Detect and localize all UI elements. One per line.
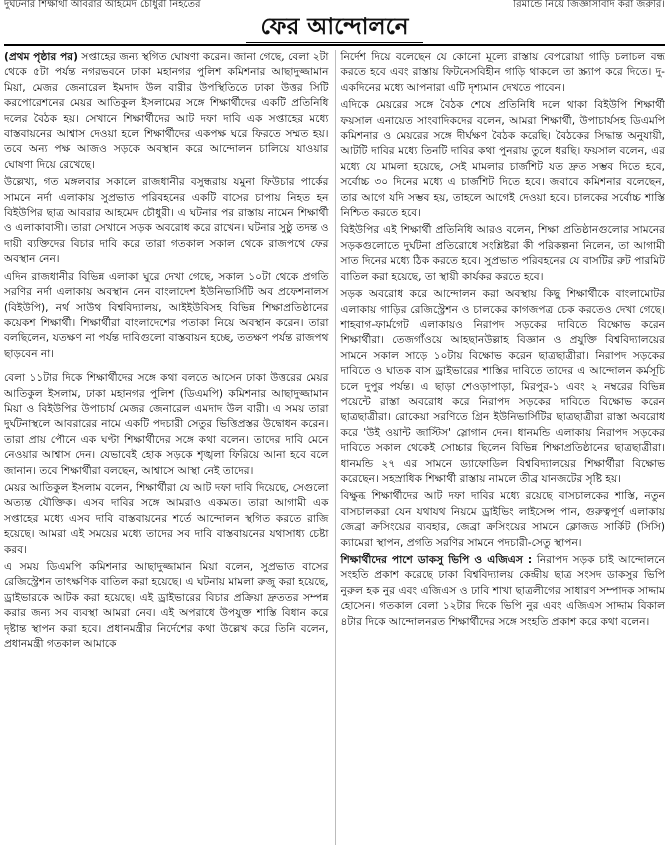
paragraph-12-text: নিরাপদ সড়ক চাই আন্দোলনে সংহতি প্রকাশ করেছে ঢাকা বিশ্ববিদ্যালয় কেন্দ্রীয় ছাত্র সংসদ ডাকসুর ভিপি নুরুল হক নুর এবং এজিএস ও ঢাবি শাখা ছাত্রলীগের সাধারণ সম্পাদক সাদ্দাম হোসেন। গতকাল বেলা ১২টার দিকে ভিপি নুর এবং এজিএস সাদ্দাম বিকাল ৪টার দিকে আন্দোলনরত শিক্ষার্থীদের সঙ্গে সংহতি প্রকাশ করে কথা বলেন।: [340, 554, 665, 628]
left-column: [4, 50, 329, 845]
paragraph-10: সড়ক অবরোধ করে আন্দোলন করা অবস্থায় কিছু শিক্ষার্থীকে বাংলামোটর এলাকায় গাড়ির রেজিস্ট্রেশন ও চালকের কাগজপত্র চেক করতেও দেখা গেছে। শাহবাগ-ফার্মগেট এলাকায়ও নিরাপদ সড়কের দাবিতে বিক্ষোভ করেন শিক্ষার্থীরা। তেজগাঁওয়ে আহছানউল্লাহ বিজ্ঞান ও প্রযুক্তি বিশ্ববিদ্যালয়ের সামনে সকাল সাড়ে ১০টায় বিক্ষোভ করেন ছাত্রছাত্রীরা। নিরাপদ সড়কের দাবিতে ও ঘাতক বাস ড্রাইভারের শাস্তির দাবিতে তাদের এ আন্দোলন কর্মসূচি চলে দুপুর পর্যন্ত। এ ছাড়া শেওড়াপাড়া, মিরপুর-১ এবং ২ নম্বরের বিভিন্ন পয়েন্টে রাস্তা অবরোধ করে নিরাপদ সড়কের দাবিতে বিক্ষোভ করেন ছাত্রছাত্রীরা। রোকেয়া সরণিতে গ্রিন ইউনিভার্সিটির ছাত্রছাত্রীরা রাস্তা অবরোধ করে 'উই ওয়ান্ট জাস্টিস' স্লোগান দেন। ধানমন্ডি এলাকায় নিরাপদ সড়কের দাবিতে সকাল থেকেই সোচ্চার ছিলেন বিভিন্ন শিক্ষাপ্রতিষ্ঠানের ছাত্রছাত্রীরা। ধানমন্ডি ২৭ এর সামনে ড্যাফোডিল বিশ্ববিদ্যালয়ের শিক্ষার্থীরা বিক্ষোভ করেছেন। সহস্রাধিক শিক্ষার্থী রাস্তায় নামলে তীব্র যানজটের সৃষ্টি হয়।: [340, 288, 665, 485]
paragraph-5: মেয়র আতিকুল ইসলাম বলেন, শিক্ষার্থীরা যে আট দফা দাবি দিয়েছে, সেগুলো অত্যন্ত যৌক্তিক। এসব দাবির সঙ্গে আমরাও একমত। তারা আগামী এক সপ্তাহের মধ্যে এসব দাবি বাস্তবায়নের শর্তে আন্দোলন স্থগিত করতে রাজি হয়েছে। আমরা এই সময়ের মধ্যে তাদের সব দাবি বাস্তবায়নের যথাসাধ্য চেষ্টা করব।: [4, 481, 329, 556]
paragraph-7: নির্দেশ দিয়ে বলেছেন যে কোনো মূল্যে রাস্তায় বেপরোয়া গাড়ি চলাচল বন্ধ করতে হবে এবং রাস্তায় ফিটনেসবিহীন গাড়ি থাকলে তা স্ক্র্যাপ করে দিতে। দু-একদিনের মধ্যে আপনারা এটি দৃশ্যমান দেখতে পাবেন।: [340, 51, 665, 94]
article-columns: [4, 50, 665, 845]
paragraph-1: [4, 50, 329, 173]
paragraph-9: বিইউপির এই শিক্ষার্থী প্রতিনিধি আরও বলেন, শিক্ষা প্রতিষ্ঠানগুলোর সামনের সড়কগুলোতে দুর্ঘটনা প্রতিরোধে সংশ্লিষ্টরা কী পরিকল্পনা নিলেন, তা আগামী সাত দিনের মধ্যে ঠিক করতে হবে। সুপ্রভাত পরিবহনের যে বাসটির রুট পারমিট বাতিল করা হয়েছে, তা স্থায়ী কার্যকর করতে হবে।: [340, 224, 665, 283]
paragraph-6: এ সময় ডিএমপি কমিশনার আছাদুজ্জামান মিয়া বলেন, সুপ্রভাত বাসের রেজিস্ট্রেশন তাৎক্ষণিক বাতিল করা হয়েছে। এ ঘটনায় মামলা রুজু করা হয়েছে, ড্রাইভারকে আটক করা হয়েছে। এই ড্রাইভারের বিচার প্রক্রিয়া দ্রুততর সম্পন্ন করার জন্য সব ব্যবস্থা আমরা নেব। এই অপরাধে উপযুক্ত শাস্তি বিধান করে দৃষ্টান্ত স্থাপন করা হবে। প্রধানমন্ত্রীর নির্দেশের কথা উল্লেখ করে তিনি বলেন, প্রধানমন্ত্রী গতকাল আমাকে: [4, 561, 329, 651]
paragraph-gap: [4, 364, 329, 371]
top-strip-left: দুর্ঘটনার শিক্ষার্থী আবরার আহমেদ চৌধুরী নিহতের: [4, 0, 201, 10]
paragraph-8: এদিকে মেয়রের সঙ্গে বৈঠক শেষে প্রতিনিধি দলে থাকা বিইউপি শিক্ষার্থী ফয়সাল এনায়েত সাংবাদিকদের বলেন, আমরা শিক্ষার্থী, উপাচার্যসহ ডিএমপি কমিশনার ও মেয়রের সঙ্গে দীর্ঘক্ষণ বৈঠক করেছি। বৈঠকের সিদ্ধান্ত অনুযায়ী, আটটি দাবির মধ্যে তিনটি দাবির কথা পুনরায় তুলে ধরছি। ফয়সাল বলেন, এর মধ্যে যে মামলা হয়েছে, সেই মামলার চার্জশিট যত দ্রুত সম্ভব দিতে হবে, সর্বোচ্চ ৩০ দিনের মধ্যে এ চার্জশিট দিতে হবে। জবাবে কমিশনার বলেছেন, তার আগে যদি সম্ভব হয়, তাহলে আগেই দেওয়া হবে। চালকের সর্বোচ্চ শাস্তি নিশ্চিত করতে হবে।: [340, 99, 665, 220]
paragraph-3: এদিন রাজধানীর বিভিন্ন এলাকা ঘুরে দেখা গেছে, সকাল ১০টা থেকে প্রগতি সরণির নর্দা এলাকায় অবস্থান নেন বাংলাদেশ ইউনিভার্সিটি অব প্রফেশনালস (বিইউপি), নর্থ সাউথ বিশ্ববিদ্যালয়, আইইউবিসহ বিভিন্ন শিক্ষাপ্রতিষ্ঠানের কয়েকশ শিক্ষার্থী। শিক্ষার্থীরা বাংলাদেশের পতাকা নিয়ে অবস্থান করেন। তারা বলছিলেন, যতক্ষণ না পর্যন্ত দাবিগুলো বাস্তবায়ন হচ্ছে, ততক্ষণ পর্যন্ত রাজপথ ছাড়বেন না।: [4, 270, 329, 360]
right-column: [335, 50, 666, 845]
headline-container: [4, 12, 665, 42]
paragraph-1-text: সপ্তাহের জন্য স্থগিত ঘোষণা করেন। জানা গেছে, বেলা ২টা থেকে ৫টা পর্যন্ত নগরভবনে ঢাকা মহানগর পুলিশ কমিশনার আছাদুজ্জামান মিয়া, মেজর জেনারেল ইমদাদ উল বারীর উপস্থিতিতে ঢাকা উত্তর সিটি করপোরেশনের মেয়র আতিকুল ইসলামের সঙ্গে শিক্ষার্থীদের একটি প্রতিনিধি দলের বৈঠক হয়। সেখানে শিক্ষার্থীদের আট দফা দাবি এক সপ্তাহের মধ্যে বাস্তবায়নের আশ্বাস দেওয়া হলে শিক্ষার্থীদের একপক্ষ ঘরে ফিরতে সম্মত হয়। তবে অন্য পক্ষ আজও সড়কে অবস্থান করে আন্দোলন চালিয়ে যাওয়ার ঘোষণা দিয়ে রেখেছে।: [4, 51, 329, 171]
paragraph-2: উল্লেখ্য, গত মঙ্গলবার সকালে রাজধানীর বসুন্ধরায় যমুনা ফিউচার পার্কের সামনে নর্দা এলাকায় সুপ্রভাত পরিবহনের একটি বাসের চাপায় নিহত হন বিইউপির ছাত্র আবরার আহমেদ চৌধুরী। এ ঘটনার পর রাস্তায় নামেন শিক্ষার্থী ও এলাকাবাসী। তারা সেখানে সড়ক অবরোধ করে রাখেন। ঘটনার সুষ্ঠু তদন্ত ও দায়ী ব্যক্তিদের বিচার দাবি করে তারা গতকাল সকাল থেকে রাজপথে ফের অবস্থান নেন।: [4, 176, 329, 266]
paragraph-11: বিক্ষুব্ধ শিক্ষার্থীদের আট দফা দাবির মধ্যে রয়েছে বাসচালকের শাস্তি, নতুন বাসচালকরা যেন যথাযথ নিয়মে ড্রাইভিং লাইসেন্স পান, গুরুত্বপূর্ণ এলাকায় জেব্রা ক্রসিংয়ের ব্যবহার, জেব্রা ক্রসিংয়ের সামনে ক্লোজড সার্কিট (সিসি) ক্যামেরা স্থাপন, প্রগতি সরণির সামনে পদচারী-সেতু স্থাপন।: [340, 490, 665, 549]
top-strip-right: রিমান্ডে নিয়ে জিজ্ঞাসাবাদ করা জরুরি।: [513, 0, 665, 10]
paragraph-4: বেলা ১১টার দিকে শিক্ষার্থীদের সঙ্গে কথা বলতে আসেন ঢাকা উত্তরের মেয়র আতিকুল ইসলাম, ঢাকা মহানগর পুলিশ (ডিএমপি) কমিশনার আছাদুজ্জামান মিয়া ও বিইউপির উপাচার্য মেজর জেনারেল এমদাদ উল বারী। এ সময় তারা দুর্ঘটনাস্থলে আবরারের নামে একটি পদচারী সেতুর ভিত্তিপ্রস্তর উদ্বোধন করেন। তারা প্রায় পৌনে এক ঘণ্টা শিক্ষার্থীদের সঙ্গে কথা বলেন। তাদের দাবি মেনে নেওয়ার আশ্বাস দেন। যেভাবেই হোক সড়কে শৃঙ্খলা ফিরিয়ে আনা হবে বলে জানান। তবে শিক্ষার্থীরা বলছেন, আশ্বাসে আস্থা নেই তাদের।: [4, 372, 329, 477]
paragraph-12: [341, 553, 666, 630]
continuation-lead: (প্রথম পৃষ্ঠার পর): [4, 51, 78, 63]
article-headline: ফের আন্দোলনে: [246, 12, 422, 43]
subheading: শিক্ষার্থীদের পাশে ডাকসু ভিপি ও এজিএস :: [340, 554, 533, 566]
headline-rule: [4, 44, 665, 46]
top-strip: [4, 0, 665, 10]
